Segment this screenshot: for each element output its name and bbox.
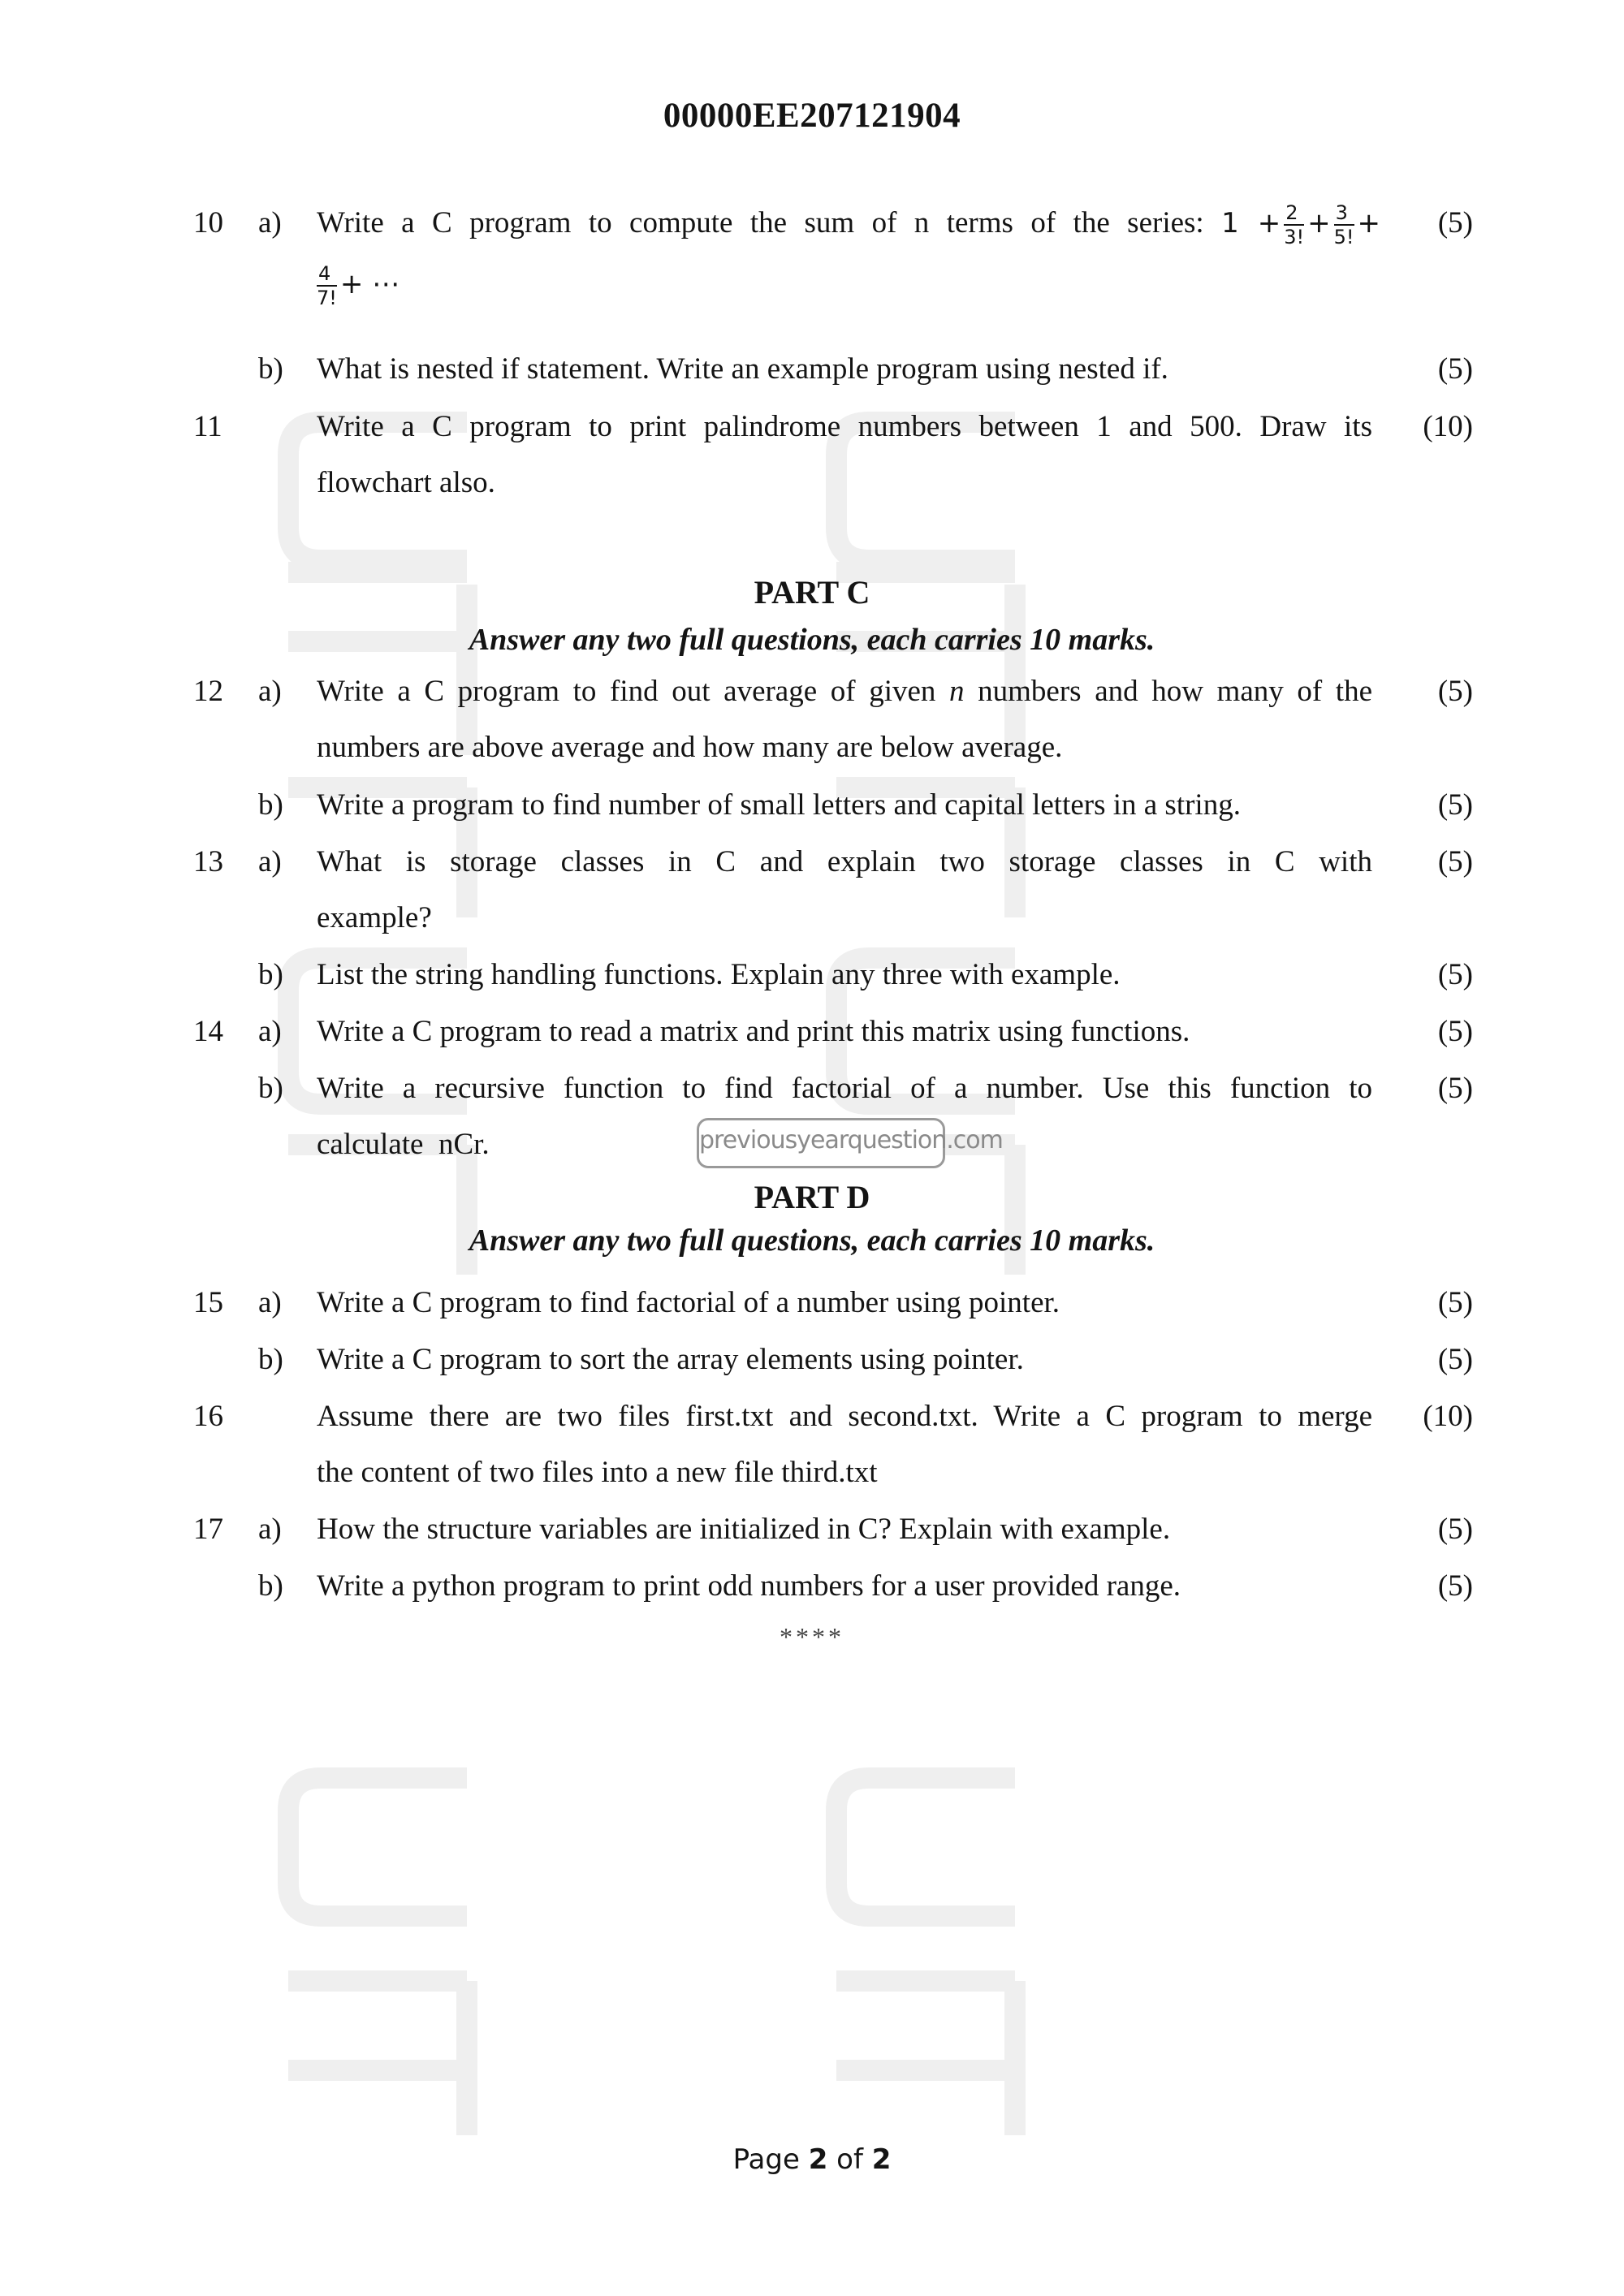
marks: (5) xyxy=(1437,1072,1473,1105)
footer-of: of xyxy=(836,2143,863,2176)
question-number: 15 xyxy=(193,1286,223,1319)
marks: (5) xyxy=(1437,352,1473,386)
marks: (5) xyxy=(1437,675,1473,708)
question-text: Write a program to find number of small letters and capital letters in a string. xyxy=(317,788,1241,822)
marks: (5) xyxy=(1437,206,1473,240)
question-number: 16 xyxy=(193,1400,223,1433)
marks: (5) xyxy=(1437,1513,1473,1546)
part-d-title: PART D xyxy=(754,1179,870,1215)
page-footer xyxy=(0,2143,1624,2176)
end-marker: **** xyxy=(780,1622,844,1651)
watermark-logo-bottom-left xyxy=(272,1762,483,2151)
marks: (5) xyxy=(1437,845,1473,878)
sub-question-label: a) xyxy=(258,1513,282,1546)
watermark-logo-bottom-right xyxy=(820,1762,1031,2151)
sub-question-label: a) xyxy=(258,675,282,708)
part-c-title: PART C xyxy=(754,574,870,611)
sub-question-label: a) xyxy=(258,1015,282,1048)
question-text: Write a C program to read a matrix and print this matrix using functions. xyxy=(317,1015,1190,1048)
paper-code-header: 00000EE207121904 xyxy=(663,97,961,135)
sub-question-label: b) xyxy=(258,788,283,822)
question-text: Assume there are two files first.txt and second.txt. Write a C program to merge the content of two files into a new file third.txt xyxy=(317,1400,1372,1489)
sub-question-label: b) xyxy=(258,352,283,386)
marks: (5) xyxy=(1437,1286,1473,1319)
footer-prefix: Page xyxy=(732,2143,800,2176)
question-text: What is nested if statement. Write an example program using nested if. xyxy=(317,352,1168,386)
question-text: Write a python program to print odd numbers for a user provided range. xyxy=(317,1569,1181,1603)
question-number: 17 xyxy=(193,1513,223,1546)
sub-question-label: a) xyxy=(258,206,282,240)
question-text: Write a C program to find out average of given n numbers and how many of the numbers are above average and how many are below average. xyxy=(317,675,1373,764)
sub-question-label: b) xyxy=(258,1072,283,1105)
sub-question-label: a) xyxy=(258,1286,282,1319)
marks: (10) xyxy=(1423,410,1473,443)
sub-question-label: b) xyxy=(258,1343,283,1376)
question-text: Write a C program to find factorial of a number using pointer. xyxy=(317,1286,1060,1319)
marks: (10) xyxy=(1423,1400,1473,1433)
sub-question-label: b) xyxy=(258,958,283,991)
question-text: List the string handling functions. Explain any three with example. xyxy=(317,958,1121,991)
series-continuation: $\frac{4}{7!}$ + ⋯ xyxy=(317,261,400,309)
marks: (5) xyxy=(1437,1015,1473,1048)
part-c-instruction: Answer any two full questions, each carries 10 marks. xyxy=(469,623,1155,657)
question-text-prefix: Write a C program to compute the sum of n terms of the series: xyxy=(317,206,1204,240)
series-expression: 1 + $\frac{2}{3!}$ + $\frac{3}{5!}$ + xyxy=(1221,201,1380,248)
marks: (5) xyxy=(1437,788,1473,822)
question-number: 10 xyxy=(193,206,223,240)
marks: (5) xyxy=(1437,958,1473,991)
question-number: 11 xyxy=(193,410,222,443)
sub-question-label: b) xyxy=(258,1569,283,1603)
watermark-stamp: previousyearquestion.com xyxy=(697,1118,945,1168)
question-text xyxy=(317,195,1380,313)
question-number: 14 xyxy=(193,1015,223,1048)
question-text: Write a recursive function to find factorial of a number. Use this function to calculate nCr. xyxy=(317,1072,1372,1161)
marks: (5) xyxy=(1437,1343,1473,1376)
question-text: Write a C program to sort the array elements using pointer. xyxy=(317,1343,1024,1376)
footer-total-pages: 2 xyxy=(871,2143,892,2176)
question-number: 13 xyxy=(193,845,223,878)
footer-current-page: 2 xyxy=(808,2143,828,2176)
question-text: What is storage classes in C and explain two storage classes in C with example? xyxy=(317,845,1372,934)
question-number: 12 xyxy=(193,675,223,708)
sub-question-label: a) xyxy=(258,845,282,878)
question-text: Write a C program to print palindrome numbers between 1 and 500. Draw its flowchart also. xyxy=(317,410,1372,499)
part-d-instruction: Answer any two full questions, each carries 10 marks. xyxy=(469,1224,1155,1258)
marks: (5) xyxy=(1437,1569,1473,1603)
question-text: How the structure variables are initialized in C? Explain with example. xyxy=(317,1513,1171,1546)
